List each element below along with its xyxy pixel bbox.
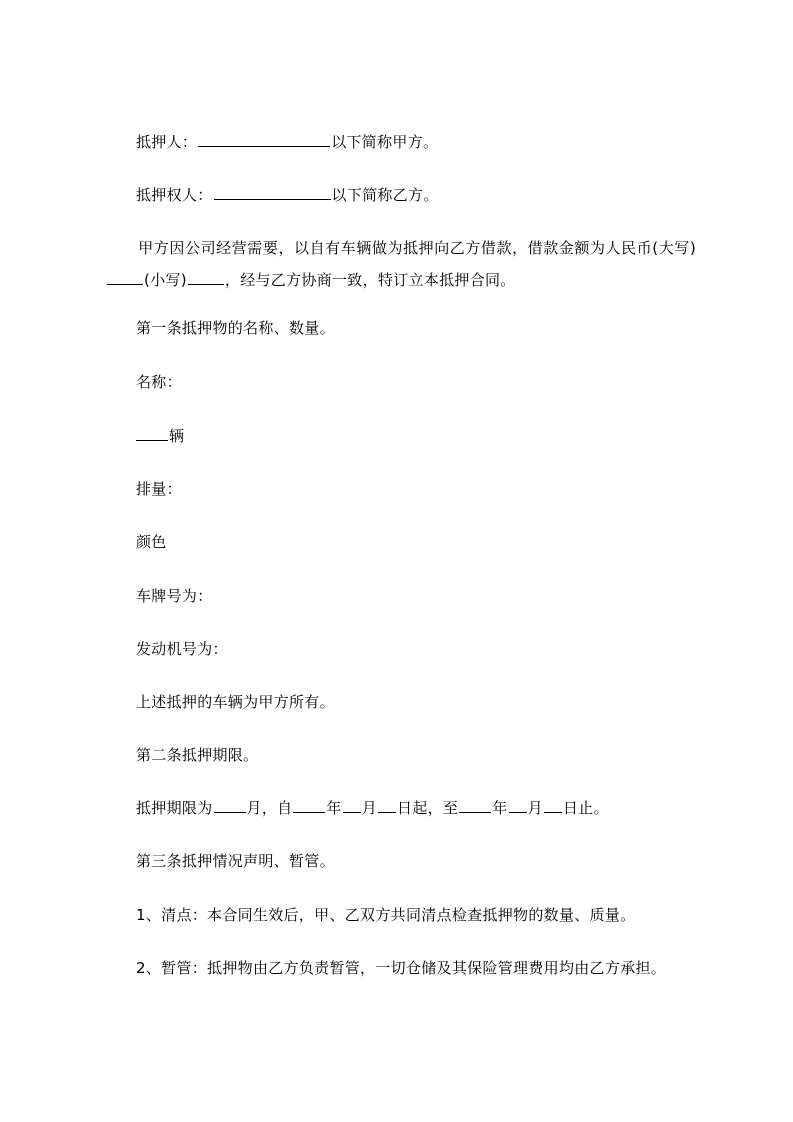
mortgagor-label: 抵押人： [136, 133, 198, 151]
displacement-label: 排量： [136, 480, 182, 498]
intro-part3: ，经与乙方协商一致，特订立本抵押合同。 [224, 271, 516, 289]
end-year-blank [459, 798, 491, 813]
start-day-blank [378, 798, 396, 813]
mortgagee-line [136, 185, 439, 205]
amount-lower-blank [188, 270, 224, 285]
mortgagor-suffix: 以下简称甲方。 [331, 133, 439, 151]
mortgagee-suffix: 以下简称乙方。 [331, 186, 439, 204]
article3-title: 第三条抵押情况声明、暂管。 [136, 852, 335, 870]
intro-paragraph [106, 232, 696, 296]
end-month-blank [509, 798, 527, 813]
name-label: 名称： [136, 373, 182, 391]
term-part6: 年 [492, 799, 508, 817]
color-label: 颜色 [136, 533, 167, 551]
mortgagor-blank [198, 132, 330, 147]
mortgagee-blank [214, 185, 331, 200]
amount-upper-blank [107, 270, 143, 285]
start-year-blank [293, 798, 325, 813]
term-part7: 月 [527, 799, 543, 817]
term-part1: 抵押期限为 [136, 799, 213, 817]
months-blank [214, 798, 246, 813]
article3-item2: 2、暂管：抵押物由乙方负责暂管，一切仓储及其保险管理费用均由乙方承担。 [136, 959, 667, 977]
end-day-blank [544, 798, 562, 813]
mortgagee-label: 抵押权人： [136, 186, 213, 204]
start-month-blank [343, 798, 361, 813]
intro-part1: 甲方因公司经营需要，以自有车辆做为抵押向乙方借款，借款金额为人民币(大写) [138, 239, 696, 257]
term-part5: 日起，至 [397, 799, 459, 817]
engine-label: 发动机号为： [136, 640, 228, 658]
article2-title: 第二条抵押期限。 [136, 746, 259, 764]
plate-label: 车牌号为： [136, 587, 213, 605]
term-part3: 年 [326, 799, 342, 817]
quantity-suffix: 辆 [169, 427, 185, 445]
intro-part2: (小写) [144, 271, 187, 289]
article1-title: 第一条抵押物的名称、数量。 [136, 319, 335, 337]
term-part8: 日止。 [562, 799, 609, 817]
ownership-statement: 上述抵押的车辆为甲方所有。 [136, 693, 335, 711]
article3-item1: 1、清点：本合同生效后，甲、乙双方共同清点检查抵押物的数量、质量。 [136, 906, 636, 924]
mortgagor-line [136, 132, 438, 152]
term-part4: 月 [361, 799, 378, 817]
quantity-blank [136, 426, 168, 441]
term-part2: 月，自 [246, 799, 293, 817]
term-line [136, 798, 609, 818]
quantity-line [136, 426, 184, 446]
